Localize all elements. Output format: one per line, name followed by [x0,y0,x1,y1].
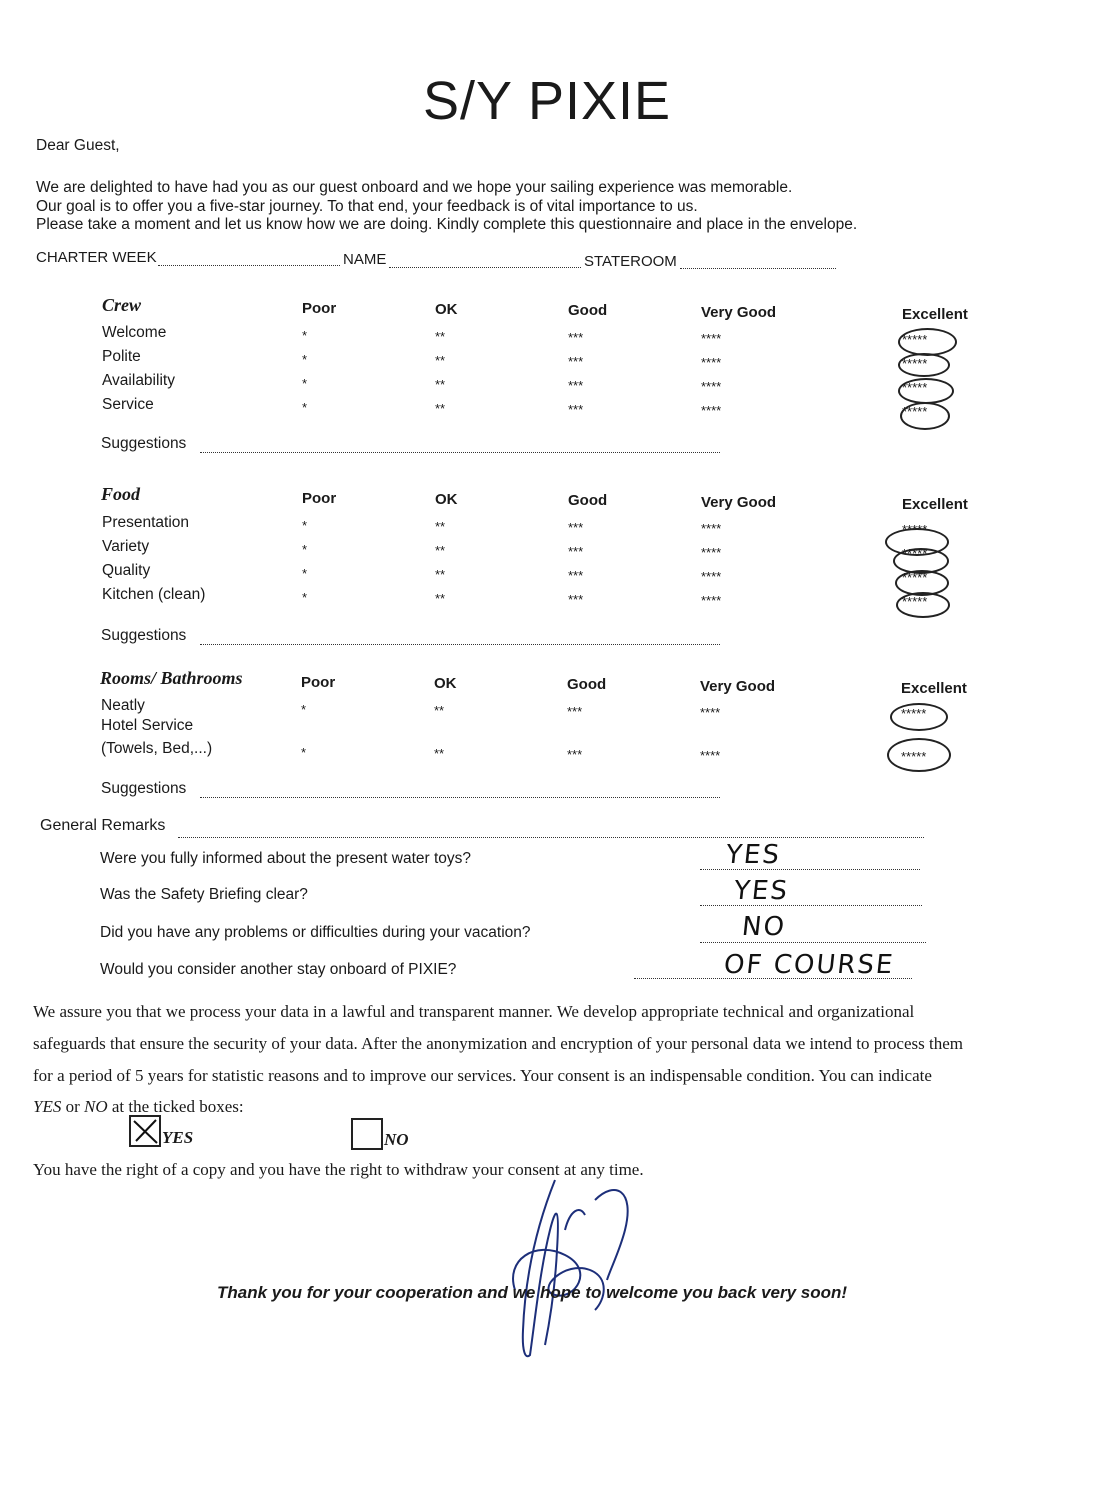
rating-stars-4[interactable]: **** [701,569,722,584]
rating-stars-4[interactable]: **** [700,705,721,720]
row-polite: Polite [102,348,141,365]
rating-stars-1[interactable]: * [302,566,308,581]
answer-another-stay: OF COURSE [722,950,896,980]
rating-stars-1[interactable]: * [302,542,308,557]
rating-stars-5[interactable]: ***** [902,404,928,419]
row-presentation: Presentation [102,514,190,531]
rating-stars-1[interactable]: * [302,352,308,367]
greeting: Dear Guest, [36,137,120,154]
rating-stars-5[interactable]: ***** [901,706,927,721]
rating-stars-4[interactable]: **** [700,748,721,763]
rating-stars-3[interactable]: *** [568,330,584,345]
col-poor: Poor [301,674,336,691]
rating-stars-1[interactable]: * [302,518,308,533]
suggestions-label: Suggestions [101,435,187,452]
rating-stars-3[interactable]: *** [567,747,583,762]
privacy-no-word: NO [84,1097,108,1116]
rating-stars-2[interactable]: ** [435,591,446,606]
row-variety: Variety [102,538,150,555]
rating-stars-4[interactable]: **** [701,355,722,370]
rating-stars-3[interactable]: *** [567,704,583,719]
suggestions-field[interactable] [200,452,720,453]
privacy-line-4 [33,1097,244,1117]
rating-stars-3[interactable]: *** [568,544,584,559]
charter-week-label: CHARTER WEEK [36,249,157,266]
name-label: NAME [343,251,387,268]
col-good: Good [568,492,608,509]
rating-stars-2[interactable]: ** [435,543,446,558]
rating-stars-5[interactable]: ***** [902,380,928,395]
consent-yes-checkbox[interactable] [129,1115,161,1147]
rating-stars-3[interactable]: *** [568,378,584,393]
signature-image [495,1170,655,1370]
suggestions-field[interactable] [200,644,720,645]
privacy-line-2: safeguards that ensure the security of your data. After the anonymization and encryption of your personal data we intend to process them [33,1034,963,1053]
rating-stars-2[interactable]: ** [435,519,446,534]
row-welcome: Welcome [102,324,167,341]
answer-problems: NO [740,912,788,942]
stateroom-field[interactable] [680,268,836,269]
col-very-good: Very Good [700,678,776,695]
col-good: Good [567,676,607,693]
rating-stars-3[interactable]: *** [568,568,584,583]
rating-stars-1[interactable]: * [301,702,307,717]
rating-stars-2[interactable]: ** [435,353,446,368]
row-towels-bed: (Towels, Bed,...) [101,740,213,757]
privacy-or-word: or [61,1097,85,1116]
col-poor: Poor [302,490,337,507]
page-title: S/Y PIXIE [422,71,672,131]
col-ok: OK [435,491,458,508]
section-title: Rooms/ Bathrooms [100,668,243,688]
suggestions-label: Suggestions [101,780,187,797]
rating-stars-2[interactable]: ** [435,567,446,582]
rating-stars-2[interactable]: ** [434,746,445,761]
general-remarks-field[interactable] [178,837,924,838]
col-excellent: Excellent [902,496,968,513]
general-remarks-label: General Remarks [40,817,166,834]
row-service: Service [102,396,154,413]
rating-stars-5[interactable]: ***** [902,356,928,371]
rating-stars-3[interactable]: *** [568,402,584,417]
question-safety-briefing: Was the Safety Briefing clear? [100,886,308,903]
col-excellent: Excellent [901,680,967,697]
rating-stars-3[interactable]: *** [568,592,584,607]
section-title: Crew [102,295,142,315]
closing-text: Thank you for your cooperation and we hope to welcome you back very soon! [217,1283,848,1302]
rating-stars-3[interactable]: *** [568,520,584,535]
col-ok: OK [434,675,457,692]
charter-week-field[interactable] [158,265,340,266]
col-very-good: Very Good [701,304,777,321]
rating-stars-4[interactable]: **** [701,331,722,346]
row-hotel-service: Hotel Service [101,717,194,734]
privacy-line-4-rest: at the ticked boxes: [107,1097,244,1116]
rating-stars-5[interactable]: ***** [902,522,928,537]
col-poor: Poor [302,300,337,317]
rating-stars-1[interactable]: * [302,400,308,415]
rating-stars-1[interactable]: * [302,590,308,605]
suggestions-field[interactable] [200,797,720,798]
row-neatly: Neatly [101,697,145,714]
rating-stars-4[interactable]: **** [701,379,722,394]
check-mark-icon [131,1117,159,1145]
intro-line-1: We are delighted to have had you as our guest onboard and we hope your sailing experience was memorable. [36,179,793,196]
answer-safety-briefing: YES [732,876,791,906]
row-kitchen: Kitchen (clean) [102,586,206,603]
consent-no-label: NO [384,1130,409,1149]
intro-line-2: Our goal is to offer you a five-star journey. To that end, your feedback is of vital importance to us. [36,198,698,215]
privacy-line-1: We assure you that we process your data in a lawful and transparent manner. We develop appropriate technical and organizational [33,1002,915,1021]
col-good: Good [568,302,608,319]
row-availability: Availability [102,372,175,389]
question-water-toys: Were you fully informed about the present water toys? [100,850,472,867]
privacy-line-3: for a period of 5 years for statistic reasons and to improve our services. Your consent is an indispensable condition. You can indicate [33,1066,932,1085]
question-problems: Did you have any problems or difficulties during your vacation? [100,924,531,941]
answer-line[interactable] [700,942,926,943]
rating-stars-2[interactable]: ** [434,703,445,718]
rating-stars-5[interactable]: ***** [902,594,928,609]
rating-stars-5[interactable]: ***** [902,546,928,561]
rating-stars-2[interactable]: ** [435,377,446,392]
rating-stars-2[interactable]: ** [435,401,446,416]
suggestions-label: Suggestions [101,627,187,644]
row-quality: Quality [102,562,151,579]
col-excellent: Excellent [902,306,968,323]
rating-stars-1[interactable]: * [302,376,308,391]
intro-line-3: Please take a moment and let us know how we are doing. Kindly complete this questionnaire and place in the envelope. [36,216,858,233]
rating-stars-4[interactable]: **** [701,545,722,560]
rating-stars-4[interactable]: **** [701,593,722,608]
rating-stars-5[interactable]: ***** [902,332,928,347]
privacy-yes-word: YES [33,1097,62,1116]
section-title: Food [101,484,141,504]
rating-stars-4[interactable]: **** [701,403,722,418]
rating-stars-1[interactable]: * [302,328,308,343]
stateroom-label: STATEROOM [584,253,677,270]
answer-water-toys: YES [724,840,783,870]
col-ok: OK [435,301,458,318]
col-very-good: Very Good [701,494,777,511]
consent-no-checkbox[interactable] [351,1118,383,1150]
rating-stars-2[interactable]: ** [435,329,446,344]
rating-stars-5[interactable]: ***** [902,570,928,585]
rating-stars-3[interactable]: *** [568,354,584,369]
rating-stars-4[interactable]: **** [701,521,722,536]
name-field[interactable] [389,267,581,268]
rights-text: You have the right of a copy and you have the right to withdraw your consent at any time. [33,1160,644,1179]
question-another-stay: Would you consider another stay onboard of PIXIE? [100,961,457,978]
rating-stars-5[interactable]: ***** [901,749,927,764]
consent-yes-label: YES [162,1128,194,1147]
rating-stars-1[interactable]: * [301,745,307,760]
